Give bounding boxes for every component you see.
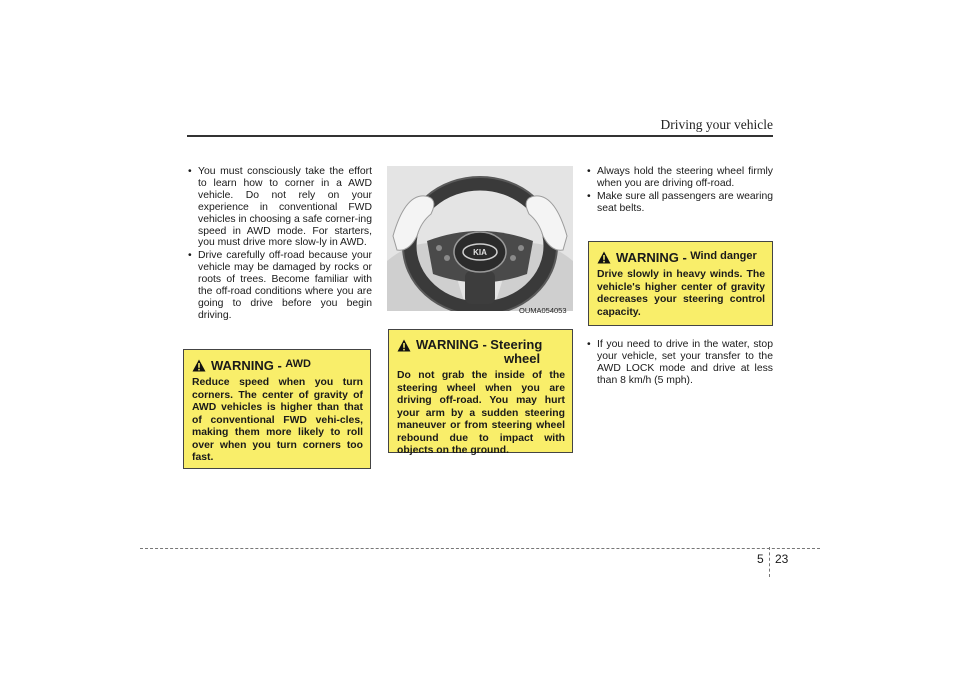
warning-heading bbox=[597, 250, 765, 265]
figure-code: OUMA054053 bbox=[519, 306, 567, 315]
warning-topic: Steering bbox=[490, 337, 543, 352]
page-number-separator bbox=[769, 547, 770, 577]
warning-body: Drive slowly in heavy winds. The vehicle's higher center of gravity decreases your steering control capacity. bbox=[597, 269, 765, 318]
warning-triangle-icon bbox=[397, 339, 411, 352]
right-column bbox=[583, 166, 773, 216]
warning-heading bbox=[397, 338, 565, 366]
right-column-lower bbox=[583, 339, 773, 388]
warning-box-wind-danger bbox=[588, 241, 773, 326]
bullet-item: • Make sure all passengers are wearing seat belts. bbox=[583, 191, 773, 215]
bullet-item: • If you need to drive in the water, stop your vehicle, set your transfer to the AWD LOCK mode and drive at less than 8 km/h (5 mph). bbox=[583, 339, 773, 387]
page-number: 23 bbox=[775, 552, 789, 566]
footer-rule bbox=[140, 548, 820, 549]
warning-label: WARNING - bbox=[211, 358, 282, 373]
warning-label: WARNING - bbox=[416, 337, 487, 352]
steering-wheel-graphic bbox=[387, 166, 573, 311]
warning-box-awd bbox=[183, 349, 371, 469]
page-header-title: Driving your vehicle bbox=[660, 117, 773, 132]
warning-heading bbox=[192, 358, 363, 373]
left-column bbox=[184, 166, 372, 323]
warning-topic: Wind danger bbox=[690, 250, 757, 262]
warning-triangle-icon bbox=[597, 251, 611, 264]
warning-topic: AWD bbox=[285, 358, 311, 370]
svg-text:KIA: KIA bbox=[473, 248, 487, 257]
header-rule bbox=[187, 135, 773, 137]
chapter-number: 5 bbox=[757, 552, 764, 566]
warning-topic-continued: wheel bbox=[504, 351, 541, 366]
warning-box-steering-wheel bbox=[388, 329, 573, 456]
warning-label: WARNING - bbox=[616, 250, 687, 265]
steering-wheel-illustration bbox=[387, 166, 573, 311]
bullet-item: • Drive carefully off-road because your vehicle may be damaged by rocks or roots of trees. Become familiar with the off-road conditions where you are going to drive before you begin driving. bbox=[184, 250, 372, 321]
bullet-item: • You must consciously take the effort to learn how to corner in a AWD vehicle. Do not rely on your experience in conventional FWD vehicles in choosing a safe corner-ing speed in AWD mode. For starters, you must drive more slow-ly in AWD. bbox=[184, 166, 372, 249]
bullet-item: • Always hold the steering wheel firmly when you are driving off-road. bbox=[583, 166, 773, 190]
warning-triangle-icon bbox=[192, 359, 206, 372]
warning-body: Do not grab the inside of the steering wheel when you are driving off-road. You may hurt your arm by a sudden steering maneuver or from steering wheel rebound due to impact with objects on the ground. bbox=[397, 370, 565, 456]
warning-body: Reduce speed when you turn corners. The center of gravity of AWD vehicles is higher than that of conventional FWD vehi-cles, making them more likely to roll over when you turn corners too fast. bbox=[192, 377, 363, 463]
